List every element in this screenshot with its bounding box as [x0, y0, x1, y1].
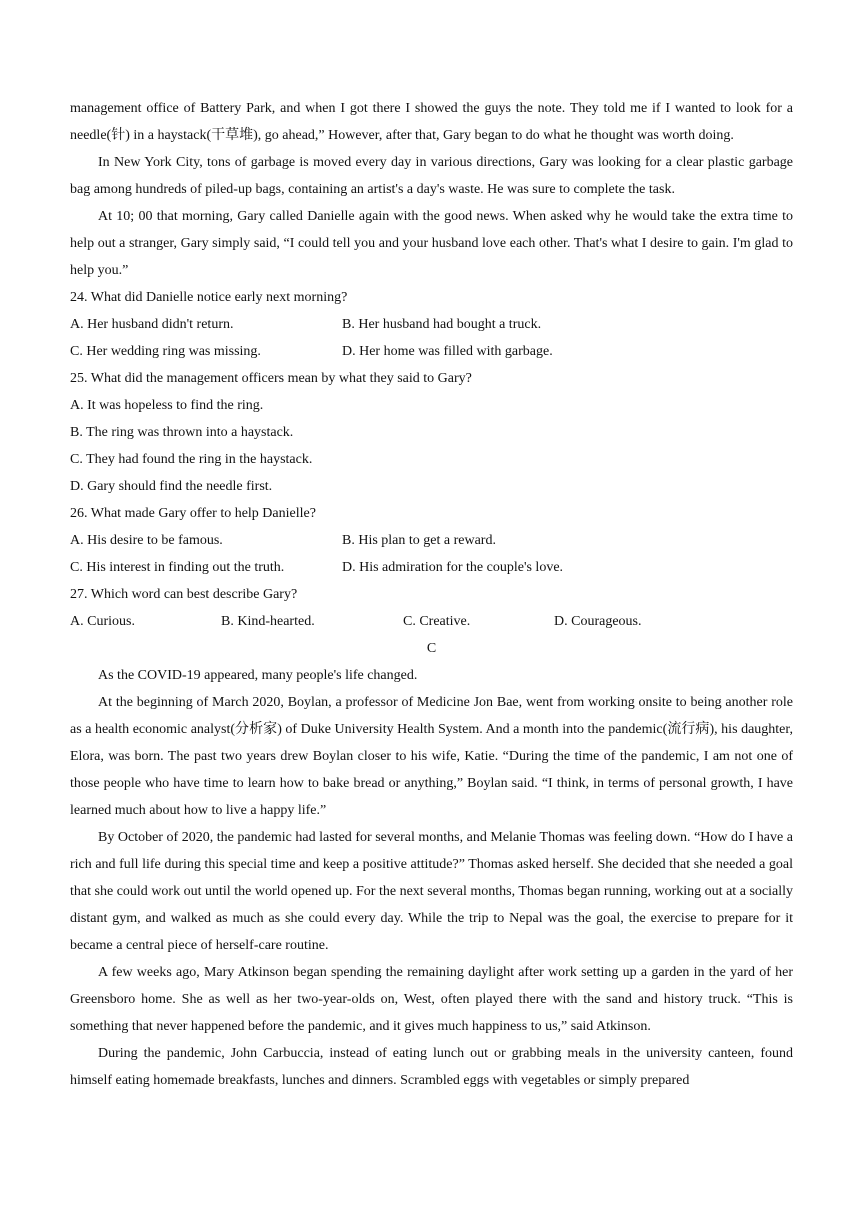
option-c: C. His interest in finding out the truth. — [70, 560, 285, 575]
option-d: D. His admiration for the couple's love. — [342, 560, 564, 575]
passage-c-paragraph: As the COVID-19 appeared, many people's life changed. — [98, 668, 418, 683]
option-b: B. The ring was thrown into a haystack. — [70, 425, 294, 440]
option-b: B. Kind-hearted. — [221, 614, 315, 629]
question-24-stem: 24. What did Danielle notice early next morning? — [70, 290, 348, 305]
option-d: D. Her home was filled with garbage. — [342, 344, 553, 359]
passage-c-paragraph: During the pandemic, John Carbuccia, instead of eating lunch out or grabbing meals in the university canteen, found himself eating homemade breakfasts, lunches and dinners. Scrambled eggs with vegetables or simply prepared — [70, 1046, 793, 1088]
option-a: A. His desire to be famous. — [70, 533, 223, 548]
option-a: A. It was hopeless to find the ring. — [70, 398, 264, 413]
option-a: A. Curious. — [70, 614, 135, 629]
option-b: B. His plan to get a reward. — [342, 533, 496, 548]
page-content — [70, 95, 793, 1094]
question-27-options-row — [70, 608, 793, 635]
option-d: D. Courageous. — [554, 614, 642, 629]
passage-c-paragraph: A few weeks ago, Mary Atkinson began spending the remaining daylight after work setting up a garden in the yard of her Greensboro home. She as well as her two-year-olds on, West, often played there with the sand and history truck. “This is something that never happened before the pandemic, and it gives much happiness to us,” said Atkinson. — [70, 965, 793, 1034]
option-c: C. Creative. — [403, 614, 471, 629]
section-c-heading: C — [426, 641, 437, 656]
option-c: C. Her wedding ring was missing. — [70, 344, 261, 359]
passage-b-paragraph: In New York City, tons of garbage is moved every day in various directions, Gary was looking for a clear plastic garbage bag among hundreds of piled-up bags, containing an artist's a day's waste. He was sure to complete the task. — [70, 155, 793, 197]
question-26-options-row-1 — [70, 527, 793, 554]
question-26-stem: 26. What made Gary offer to help Danielle? — [70, 506, 316, 521]
question-27-stem: 27. Which word can best describe Gary? — [70, 587, 298, 602]
option-b: B. Her husband had bought a truck. — [342, 317, 542, 332]
passage-b-paragraph: management office of Battery Park, and when I got there I showed the guys the note. They told me if I wanted to look for a needle(针) in a haystack(干草堆), go ahead,” However, after that, Gary began to do what he thought was worth doing. — [70, 101, 793, 143]
passage-b-paragraph: At 10; 00 that morning, Gary called Danielle again with the good news. When asked why he would take the extra time to help out a stranger, Gary simply said, “I could tell you and your husband love each other. That's what I desire to gain. I'm glad to help you.” — [70, 209, 793, 278]
question-24-options-row-2 — [70, 338, 793, 365]
passage-c-paragraph: At the beginning of March 2020, Boylan, a professor of Medicine Jon Bae, went from working onsite to being another role as a health economic analyst(分析家) of Duke University Health System. And a month into the pandemic(流行病), his daughter, Elora, was born. The past two years drew Boylan closer to his wife, Katie. “During the time of the pandemic, I am not one of those people who have time to learn how to bake bread or anything,” Boylan said. “I think, in terms of personal growth, I have learned much about how to live a happy life.” — [70, 695, 793, 818]
option-a: A. Her husband didn't return. — [70, 317, 234, 332]
option-d: D. Gary should find the needle first. — [70, 479, 273, 494]
question-25-stem: 25. What did the management officers mean by what they said to Gary? — [70, 371, 472, 386]
question-26-options-row-2 — [70, 554, 793, 581]
passage-c-paragraph: By October of 2020, the pandemic had lasted for several months, and Melanie Thomas was feeling down. “How do I have a rich and full life during this special time and keep a positive attitude?” Thomas asked herself. She decided that she needed a goal that she could work out until the world opened up. For the next several months, Thomas began running, working out at a socially distant gym, and walked as much as she could every day. While the trip to Nepal was the goal, the exercise to prepare for it became a central piece of herself-care routine. — [70, 830, 793, 953]
question-24-options-row-1 — [70, 311, 793, 338]
option-c: C. They had found the ring in the haystack. — [70, 452, 313, 467]
